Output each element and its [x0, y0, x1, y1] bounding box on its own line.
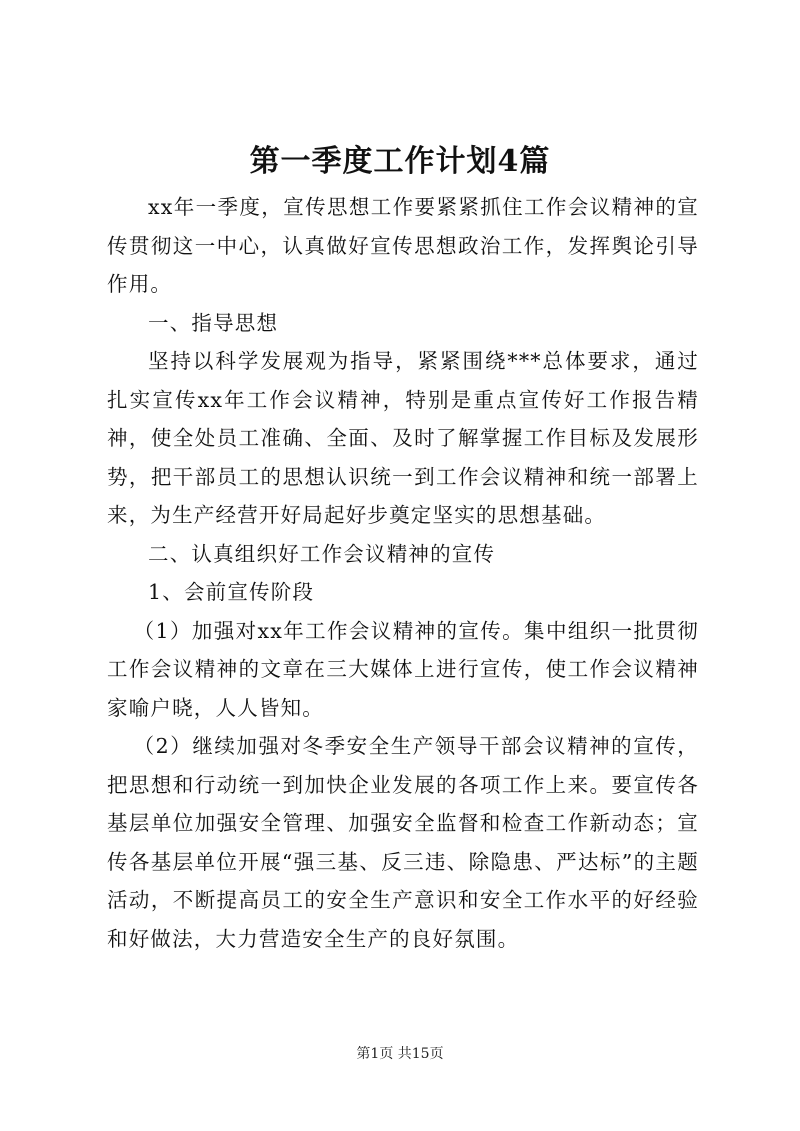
- section-heading-guiding-thought: 一、指导思想: [148, 310, 279, 335]
- document-title: 第一季度工作计划4篇: [249, 144, 551, 179]
- subsection-heading-pre-meeting: 1、会前宣传阶段: [148, 580, 315, 604]
- section-heading-publicity: 二、认真组织好工作会议精神的宣传: [148, 541, 496, 566]
- document-body: [107, 188, 699, 958]
- page-footer: 第1页 共15页: [356, 1046, 444, 1062]
- item-paragraph-1: （1）加强对xx年工作会议精神的宣传。集中组织一批贯彻工作会议精神的文章在三大媒体上进行宣传，使工作会议精神家喻户晓，人人皆知。: [107, 618, 699, 720]
- intro-paragraph: xx年一季度，宣传思想工作要紧紧抓住工作会议精神的宣传贯彻这一中心，认真做好宣传思想政治工作，发挥舆论引导作用。: [107, 195, 699, 296]
- guiding-thought-paragraph: 坚持以科学发展观为指导，紧紧围绕***总体要求，通过扎实宣传xx年工作会议精神，特别是重点宣传好工作报告精神，使全处员工准确、全面、及时了解掌握工作目标及发展形势，把干部员工的思想认识统一到工作会议精神和统一部署上来，为生产经营开好局起好步奠定坚实的思想基础。: [107, 349, 699, 527]
- item-paragraph-2: （2）继续加强对冬季安全生产领导干部会议精神的宣传，把思想和行动统一到加快企业发展的各项工作上来。要宣传各基层单位加强安全管理、加强安全监督和检查工作新动态；宣传各基层单位开展“强三基、反三违、除隐患、严达标”的主题活动，不断提高员工的安全生产意识和安全工作水平的好经验和好做法，大力营造安全生产的良好氛围。: [107, 734, 699, 951]
